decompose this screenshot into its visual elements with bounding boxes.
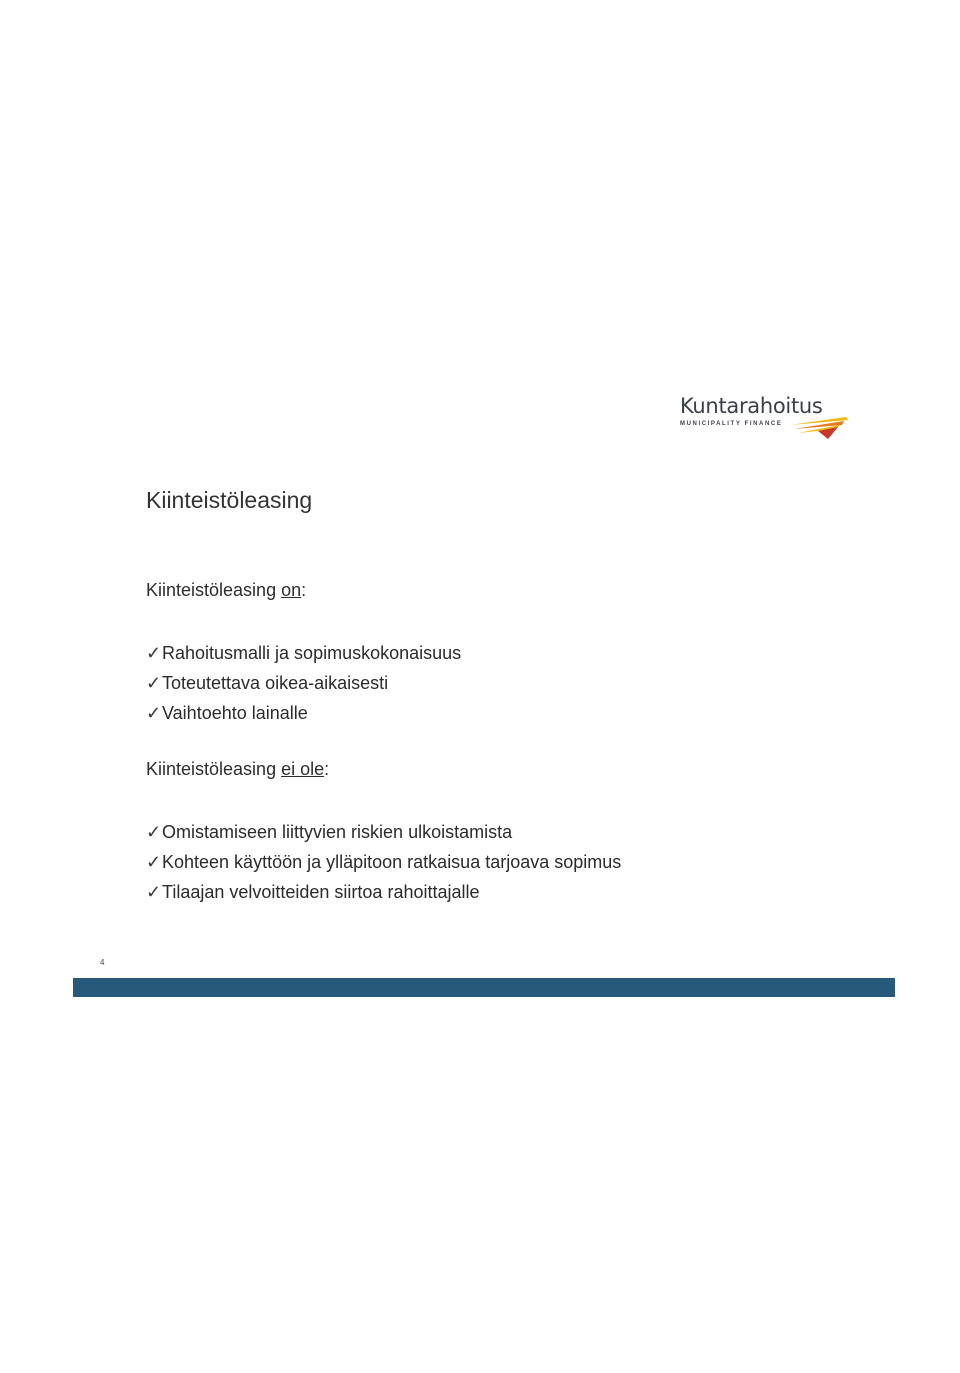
slide-title: Kiinteistöleasing [146, 487, 313, 513]
section-heading-is [146, 580, 306, 601]
logo-subtitle: MUNICIPALITY FINANCE [680, 421, 783, 427]
checkmark-icon: ✓ [146, 882, 162, 902]
checkmark-icon: ✓ [146, 852, 162, 872]
heading-emphasis: on [281, 580, 302, 600]
list-item [146, 668, 461, 698]
heading-prefix: Kiinteistöleasing [146, 759, 282, 779]
list-item-text: Toteutettava oikea-aikaisesti [162, 673, 389, 693]
list-item [146, 817, 621, 847]
list-item [146, 698, 461, 728]
checkmark-icon: ✓ [146, 643, 162, 663]
checkmark-icon: ✓ [146, 673, 162, 693]
list-item-text: Tilaajan velvoitteiden siirtoa rahoittajalle [162, 882, 480, 902]
checkmark-icon: ✓ [146, 703, 162, 723]
page-number: 4 [100, 958, 105, 967]
heading-emphasis: ei ole [281, 759, 325, 779]
list-item [146, 638, 461, 668]
swoosh-icon [788, 411, 850, 441]
logo-name: Kuntarahoitus [680, 394, 823, 418]
section-heading-is-not [146, 759, 329, 780]
bullet-list-is-not [146, 817, 621, 907]
heading-prefix: Kiinteistöleasing [146, 580, 282, 600]
heading-suffix: : [301, 580, 307, 600]
footer-bar [73, 978, 895, 997]
list-item [146, 847, 621, 877]
list-item-text: Vaihtoehto lainalle [162, 703, 308, 723]
checkmark-icon: ✓ [146, 822, 162, 842]
list-item-text: Omistamiseen liittyvien riskien ulkoistamista [162, 822, 513, 842]
list-item-text: Kohteen käyttöön ja ylläpitoon ratkaisua tarjoava sopimus [162, 852, 622, 872]
kuntarahoitus-logo [676, 394, 856, 446]
heading-suffix: : [324, 759, 330, 779]
list-item [146, 877, 621, 907]
list-item-text: Rahoitusmalli ja sopimuskokonaisuus [162, 643, 462, 663]
bullet-list-is [146, 638, 461, 728]
